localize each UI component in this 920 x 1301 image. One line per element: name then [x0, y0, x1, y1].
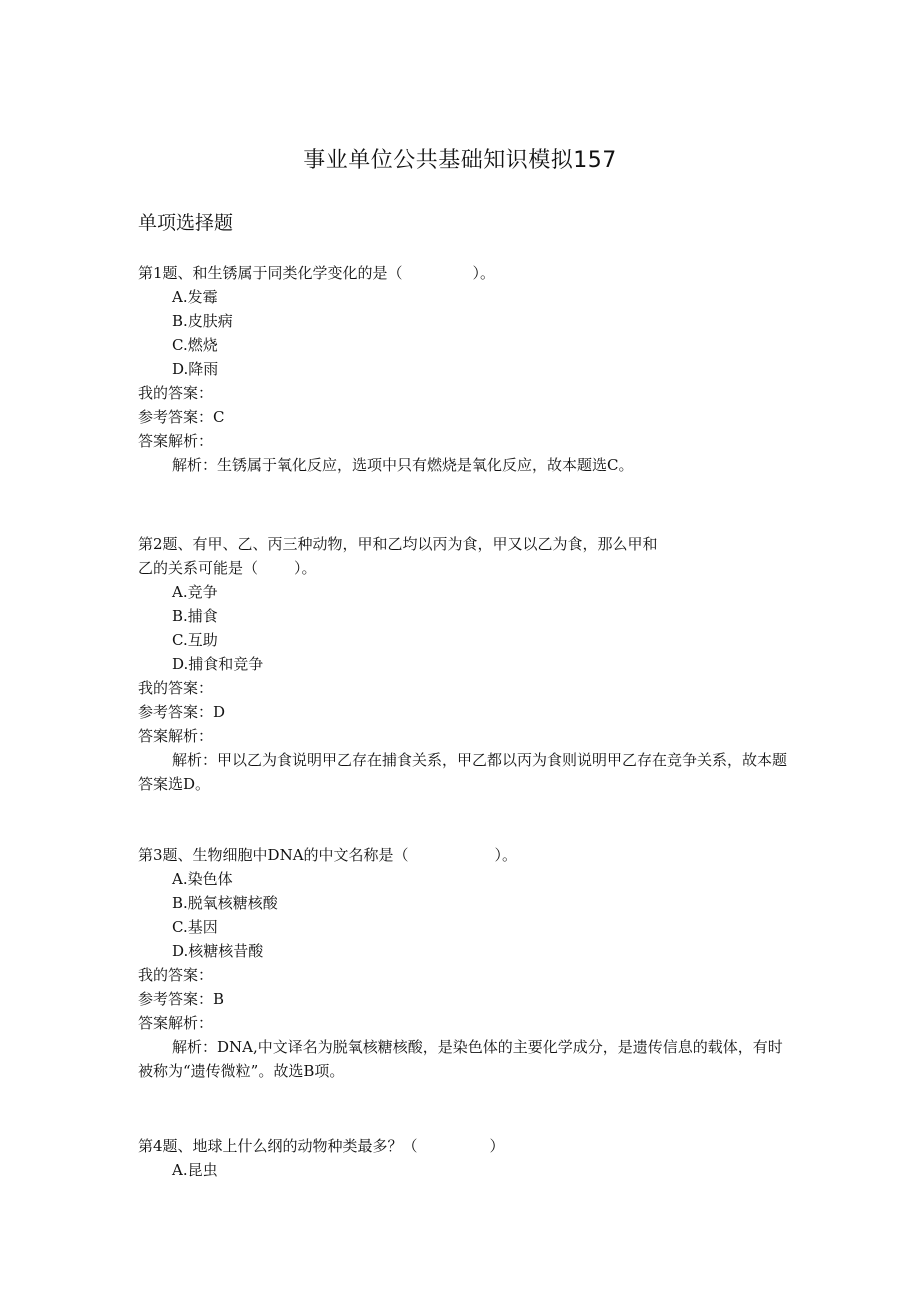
question-stem-line2: [138, 556, 788, 580]
document-title: 事业单位公共基础知识模拟157: [303, 148, 617, 173]
stem-text: 第3题、生物细胞中DNA的中文名称是（: [138, 846, 409, 864]
option-c: C.燃烧: [172, 336, 218, 354]
reference-answer: 参考答案：D: [138, 703, 226, 721]
analysis-text: 解析：DNA,中文译名为脱氧核糖核酸，是染色体的主要化学成分，是遗传信息的载体，有时被称为“遗传微粒”。故选B项。: [138, 1038, 783, 1080]
my-answer-label: 我的答案：: [138, 384, 214, 402]
my-answer-label: 我的答案：: [138, 679, 214, 697]
option-c: C.基因: [172, 918, 218, 936]
option-b: B.脱氧核糖核酸: [172, 894, 278, 912]
section-title: 单项选择题: [138, 212, 234, 234]
option-d: D.捕食和竞争: [172, 655, 264, 673]
question-3: [138, 843, 788, 1083]
option-a: A.染色体: [172, 870, 233, 888]
stem-text: 乙的关系可能是（: [138, 559, 259, 577]
option-b: B.捕食: [172, 607, 218, 625]
option-c: C.互助: [172, 631, 218, 649]
reference-answer: 参考答案：C: [138, 408, 225, 426]
stem-end: ）。: [294, 559, 317, 577]
option-b: B.皮肤病: [172, 312, 233, 330]
stem-end: ）。: [494, 846, 518, 864]
stem-end: ）: [489, 1137, 505, 1155]
analysis-text: 解析：生锈属于氧化反应，选项中只有燃烧是氧化反应，故本题选C。: [172, 456, 634, 474]
stem-text: 第4题、地球上什么纲的动物种类最多？（: [138, 1137, 418, 1155]
option-d: D.降雨: [172, 360, 219, 378]
my-answer-label: 我的答案：: [138, 966, 214, 984]
option-a: A.昆虫: [172, 1161, 218, 1179]
analysis-label: 答案解析：: [138, 727, 214, 745]
reference-answer: 参考答案：B: [138, 990, 225, 1008]
question-2: [138, 532, 788, 796]
question-stem: [138, 1134, 788, 1158]
question-stem: [138, 843, 788, 867]
analysis-text: 解析：甲以乙为食说明甲乙存在捕食关系，甲乙都以丙为食则说明甲乙存在竞争关系，故本题答案选D。: [138, 751, 788, 793]
question-stem-line1: 第2题、有甲、乙、丙三种动物，甲和乙均以丙为食，甲又以乙为食，那么甲和: [138, 535, 658, 553]
question-stem: [138, 261, 788, 285]
stem-text: 第1题、和生锈属于同类化学变化的是（: [138, 264, 403, 282]
analysis-label: 答案解析：: [138, 432, 214, 450]
option-d: D.核糖核昔酸: [172, 942, 264, 960]
question-1: [138, 261, 788, 477]
analysis-label: 答案解析：: [138, 1014, 214, 1032]
option-a: A.发霉: [172, 288, 218, 306]
option-a: A.竞争: [172, 583, 218, 601]
question-4: [138, 1134, 788, 1182]
stem-end: ）。: [472, 264, 496, 282]
